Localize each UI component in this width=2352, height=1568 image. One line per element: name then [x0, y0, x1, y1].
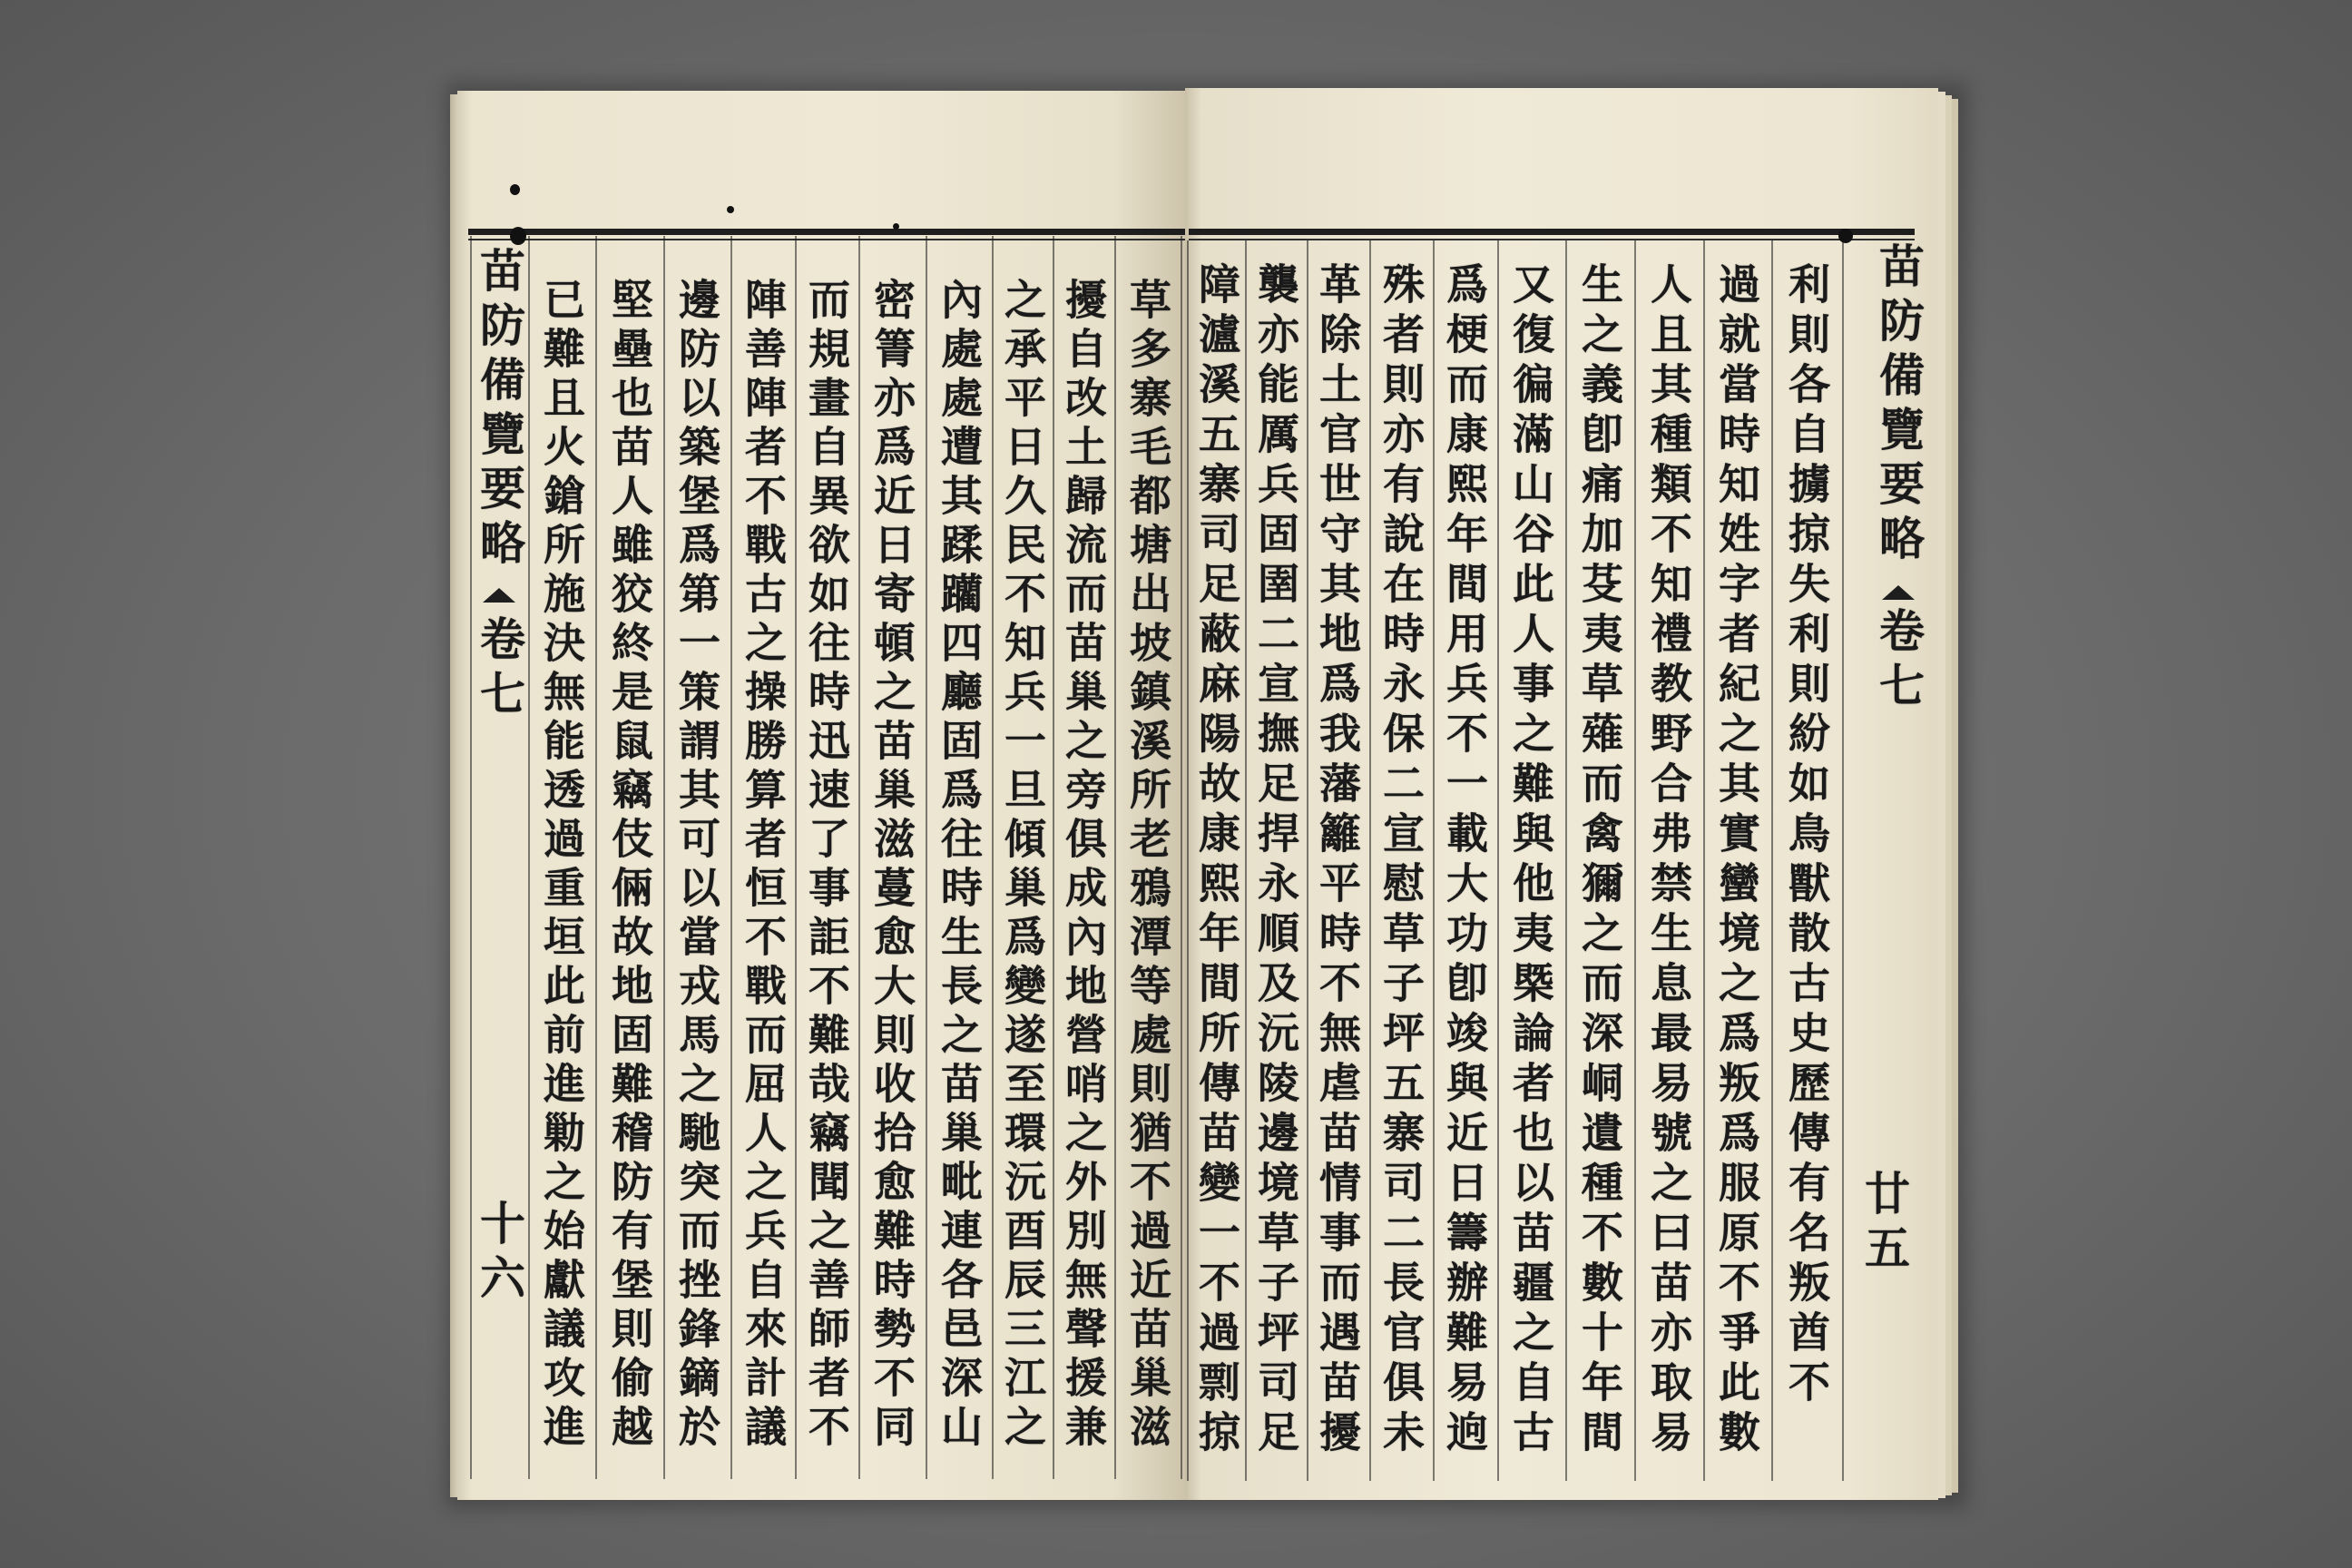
page-edge-stack-right — [1938, 92, 1945, 1498]
margin-title: 苗防備覽要略 — [1872, 242, 1926, 569]
column-rule — [595, 236, 597, 1479]
text-column: 革除土官世守其地爲我藩籬平時不無虐苗情事而遇苗擾 — [1313, 262, 1362, 1460]
text-column: 障瀘溪五寨司足蔽麻陽故康熙年間所傳苗變一不過剽掠 — [1192, 262, 1241, 1460]
top-border-thick — [1189, 229, 1915, 235]
margin-title: 苗防備覽要略 — [473, 247, 526, 573]
column-rule — [858, 236, 860, 1479]
text-column: 堅壘也苗人雖狡終是鼠竊伎倆故地固難稽防有堡則偷越 — [605, 278, 654, 1454]
column-rule — [730, 236, 732, 1479]
top-border-thin — [468, 239, 1185, 240]
top-border-thick — [468, 229, 1185, 235]
text-column: 生之義卽痛加芟夷草薙而禽獮之而深峒遺種不數十年間 — [1575, 262, 1624, 1460]
text-column: 利則各自擄掠失利則紛如鳥獸散古史歷傳有名叛酋不 — [1782, 262, 1831, 1410]
text-column: 襲亦能厲兵固圉二宣撫足捍永順及沅陵邊境草子坪司足 — [1251, 262, 1300, 1460]
text-column: 內處處遭其蹂躪四廳固爲往時生長之苗巢毗連各邑深山 — [935, 278, 984, 1454]
text-column: 過就當時知姓字者紀之其實蠻境之爲叛爲服原不爭此數 — [1712, 262, 1761, 1460]
text-column: 而規畫自異欲如往時迅速了事詎不難哉竊聞之善師者不 — [802, 278, 851, 1454]
text-column: 殊者則亦有說在時永保二宣慰草子坪五寨司二長官俱未 — [1377, 262, 1426, 1460]
column-rule — [1703, 240, 1705, 1481]
column-rule — [528, 236, 530, 1479]
binding-hole — [893, 223, 899, 230]
top-border-thin — [1189, 239, 1915, 240]
margin-volume: 卷七 — [1872, 607, 1926, 716]
binding-hole — [510, 227, 526, 245]
fish-tail-mark — [1882, 585, 1915, 600]
text-column: 擾自改土歸流而苗巢之旁俱成內地營哨之外別無聲援兼 — [1059, 278, 1108, 1454]
margin-folio: 廿五 — [1857, 1170, 1911, 1279]
text-column: 之承平日久民不知兵一旦傾巢爲變遂至環沅酉辰三江之 — [998, 278, 1047, 1454]
page-edge-stack-right — [1945, 95, 1952, 1495]
column-rule — [1634, 240, 1636, 1481]
text-column: 草多寨毛都塘出坡鎮溪所老鴉潭等處則猶不過近苗巢滋 — [1123, 278, 1172, 1454]
text-column: 又復徧滿山谷此人事之難與他夷槩論者也以苗疆之自古 — [1506, 262, 1555, 1460]
column-rule — [1565, 240, 1567, 1481]
column-rule — [1497, 240, 1499, 1481]
column-rule — [1771, 240, 1773, 1481]
left-page — [457, 91, 1185, 1500]
text-column: 密箐亦爲近日寄頓之苗巢滋蔓愈大則收拾愈難時勢不同 — [867, 278, 916, 1454]
margin-folio: 十六 — [473, 1200, 526, 1308]
column-rule — [663, 236, 665, 1479]
column-rule — [1842, 240, 1844, 1481]
binding-hole — [1838, 229, 1853, 243]
margin-volume: 卷七 — [473, 615, 526, 724]
text-column: 邊防以築堡爲第一策謂其可以當戎馬之馳突而挫鋒鏑於 — [672, 278, 721, 1454]
text-column: 陣善陣者不戰古之操勝算者恒不戰而屈人之兵自來計議 — [739, 278, 788, 1454]
column-rule — [1181, 236, 1182, 1479]
text-column: 已難且火鎗所施決無能透過重垣此前進勦之始獻議攻進 — [537, 278, 586, 1454]
column-rule — [926, 236, 927, 1479]
column-rule — [1114, 236, 1116, 1479]
page-edge-stack-right — [1952, 99, 1958, 1493]
right-page — [1185, 88, 1938, 1500]
binding-hole — [510, 184, 520, 195]
text-column: 人且其種類不知禮教野合弗禁生息最易號之曰苗亦取易 — [1644, 262, 1693, 1460]
text-column: 爲梗而康熙年間用兵不一載大功卽竣與近日籌辦難易逈 — [1440, 262, 1489, 1460]
binding-hole — [727, 206, 734, 213]
fish-tail-mark — [483, 588, 515, 603]
